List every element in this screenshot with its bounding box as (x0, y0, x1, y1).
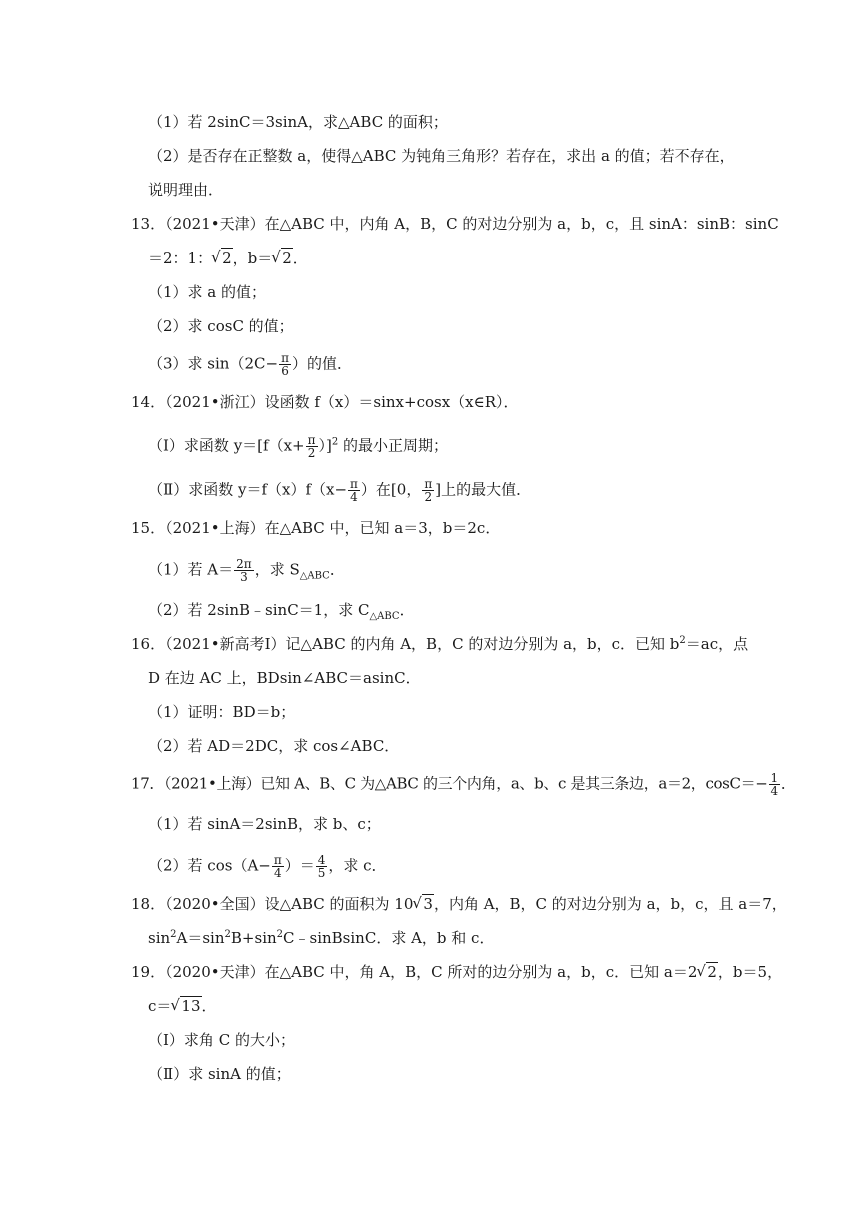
fraction: $\frac{\pi}{4}$ (273, 853, 282, 880)
p12-q2: （2）是否存在正整数 a，使得△ABC 为钝角三角形？若存在，求出 a 的值；若不存在， (148, 147, 735, 165)
p14-q1: （Ⅰ）求函数 y＝[f（x+ $\frac{\pi}{2}$ ）]$^2$ 的最小正周期； (148, 433, 449, 460)
p14-q2: （Ⅱ）求函数 y＝f（x）f（x− $\frac{\pi}{4}$ ）在[0， $\frac{\pi}{2}$ ]上的最大值． (148, 477, 532, 504)
p13-q2: （2）求 cosC 的值； (148, 317, 294, 335)
fraction: $\frac{\pi}{2}$ (424, 477, 433, 504)
fraction: $\frac{\pi}{6}$ (281, 351, 289, 378)
fraction: $\frac{\pi}{4}$ (350, 477, 358, 504)
p19-q1: （Ⅰ）求角 C 的大小； (148, 1031, 295, 1049)
fraction: $\frac{1}{4}$ (770, 771, 778, 798)
p13-stem: 13．（2021•天津）在△ABC 中，内角 A，B，C 的对边分别为 a，b，c，且 sinA：sinB：sinC (131, 215, 779, 233)
p15-stem: 15．（2021•上海）在△ABC 中，已知 a＝3，b＝2c． (131, 519, 501, 537)
p14-stem: 14．（2021•浙江）设函数 f（x）＝sinx+cosx（x∈R）． (131, 393, 519, 411)
p17-stem: 17．（2021•上海）已知 A、B、C 为△ABC 的三个内角，a、b、c 是其三条边，a＝2，cosC＝− $\frac{1}{4}$ ． (131, 771, 796, 798)
p17-q1: （1）若 sinA＝2sinB，求 b、c； (148, 815, 381, 833)
p13-stem-cont: ＝2：1：√ 2，b＝√ 2． (148, 248, 308, 268)
p13-q3: （3）求 sin（2C− $\frac{\pi}{6}$ ）的值． (148, 351, 352, 378)
p17-q2: （2）若 cos（A− $\frac{\pi}{4}$ ）＝ $\frac{4}{5}$ ，求 c． (148, 853, 387, 880)
sqrt-expr: √ 2 (272, 248, 293, 268)
p16-q2: （2）若 AD＝2DC，求 cos∠ABC． (148, 737, 400, 755)
p19-stem-cont: c＝√ 13． (148, 996, 217, 1016)
p19-stem: 19．（2020•天津）在△ABC 中，角 A，B，C 所对的边分别为 a，b，c．已知 a＝2√ 2，b＝5， (131, 962, 782, 982)
fraction: $\frac{4}{5}$ (317, 853, 326, 880)
p12-q2-cont: 说明理由． (148, 181, 224, 199)
p13-q1: （1）求 a 的值； (148, 283, 267, 301)
p16-q1: （1）证明：BD＝b； (148, 703, 296, 721)
p18-stem: 18．（2020•全国）设△ABC 的面积为 10√ 3，内角 A，B，C 的对边分别为 a，b，c，且 a＝7， (131, 894, 787, 914)
fraction: $\frac{\pi}{2}$ (307, 433, 316, 460)
p12-q1: （1）若 2sinC＝3sinA，求△ABC 的面积； (148, 113, 448, 131)
sqrt-expr: √ 2 (697, 962, 718, 982)
p19-q2: （Ⅱ）求 sinA 的值； (148, 1065, 291, 1083)
sqrt-expr: √ 2 (212, 248, 233, 268)
fraction: $\frac{2\pi}{3}$ (236, 557, 252, 584)
p16-stem-cont: D 在边 AC 上，BDsin∠ABC＝asinC． (148, 669, 421, 687)
p16-stem: 16．（2021•新高考Ⅰ）记△ABC 的内角 A，B，C 的对边分别为 a，b，c．已知 $b^2=ac$，点 (131, 635, 749, 653)
p15-q2: （2）若 2sinB﹣sinC＝1，求 $C_{\triangle ABC}$． (148, 601, 415, 622)
p18-stem-cont: $\sin^2A=\sin^2B+\sin^2C﹣sinBsinC$．求 A，b 和 c． (148, 929, 495, 947)
p15-q1: （1）若 A＝ $\frac{2\pi}{3}$ ，求 $S_{\triangle ABC}$． (148, 557, 345, 584)
sqrt-expr: √ 3 (413, 894, 434, 914)
sqrt-expr: √ 13 (171, 996, 201, 1016)
